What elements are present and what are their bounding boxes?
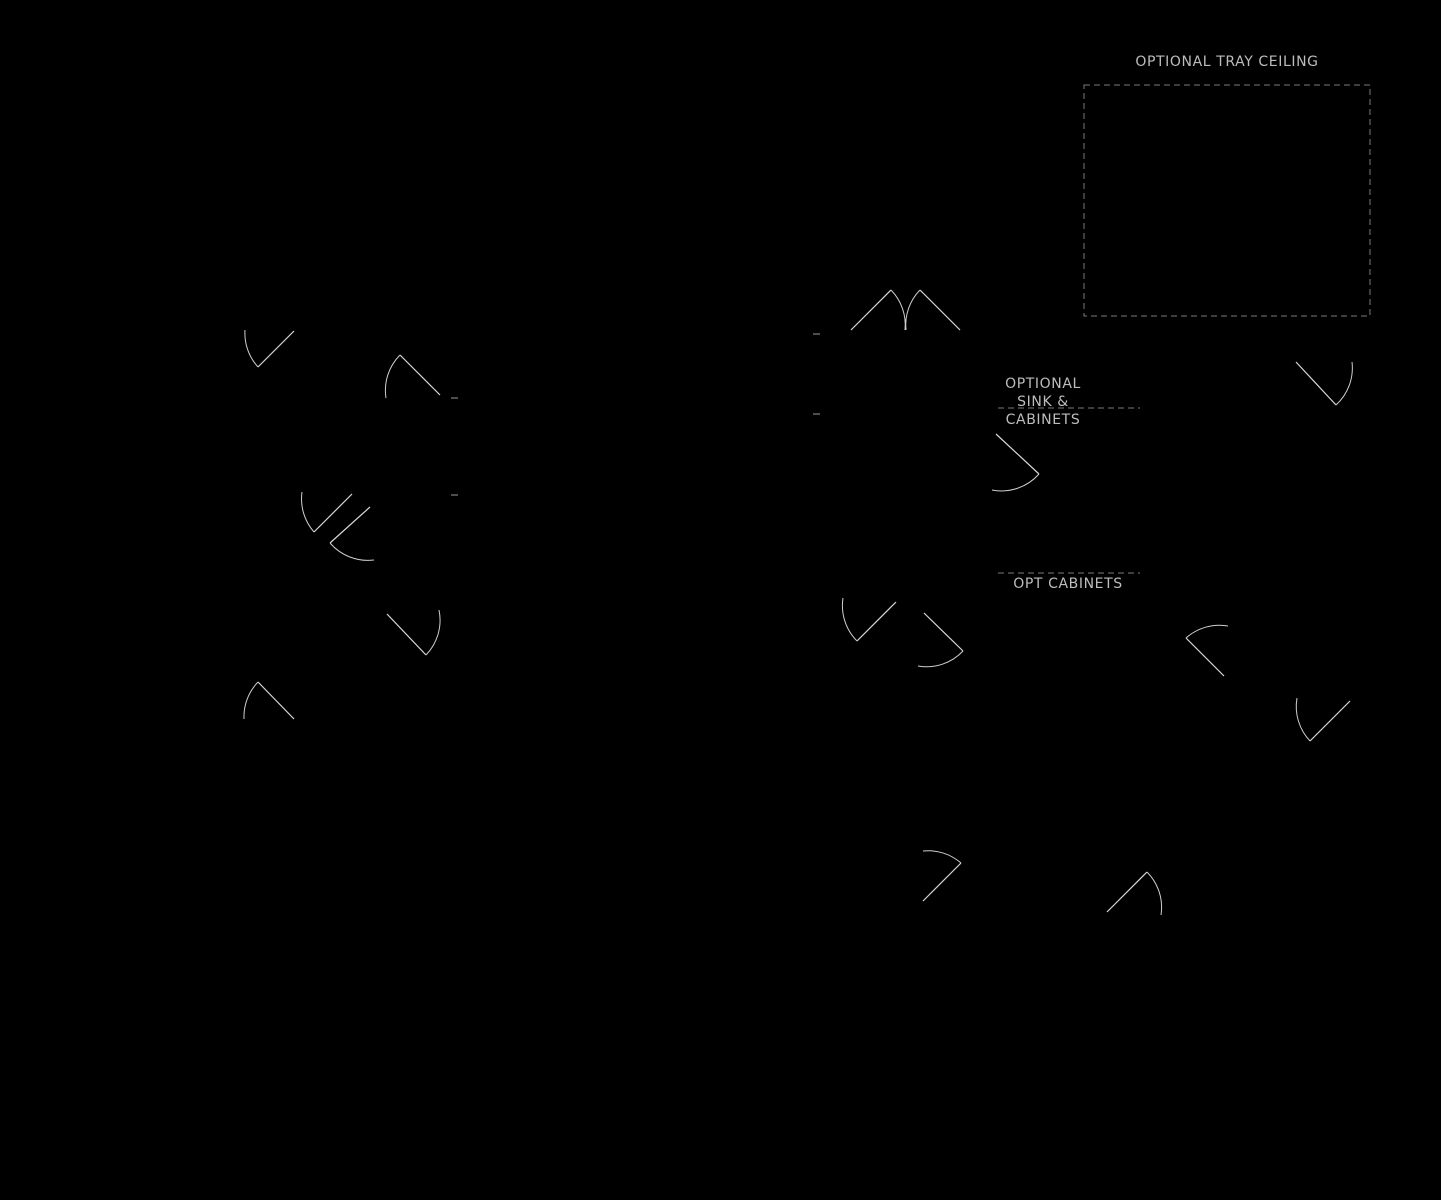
door-swing-12: [1186, 625, 1228, 676]
door-swing-10: [842, 598, 896, 641]
door-swing-6: [244, 682, 294, 719]
door-swing-11: [918, 613, 963, 667]
sink-label-line2: SINK &: [1017, 394, 1069, 410]
door-swing-4: [330, 507, 374, 560]
opt-cabinets-label: OPT CABINETS: [1013, 576, 1123, 592]
door-swing-8: [992, 434, 1039, 491]
door-swing-2: [385, 355, 440, 398]
tray-ceiling-label: OPTIONAL TRAY CEILING: [1135, 54, 1319, 70]
sink-label-line1: OPTIONAL: [1005, 376, 1081, 392]
door-swing-5: [387, 610, 440, 655]
door-swing-15: [1107, 872, 1162, 915]
door-swing-9: [1296, 362, 1352, 405]
door-swing-3: [302, 492, 352, 532]
door-swing-13: [1296, 698, 1350, 741]
sink-label-line3: CABINETS: [1005, 412, 1081, 428]
double-door-swing-7: [851, 290, 960, 330]
door-swing-14: [923, 851, 961, 901]
door-swing-1: [245, 330, 294, 367]
tray-ceiling-outline: [1084, 85, 1370, 316]
